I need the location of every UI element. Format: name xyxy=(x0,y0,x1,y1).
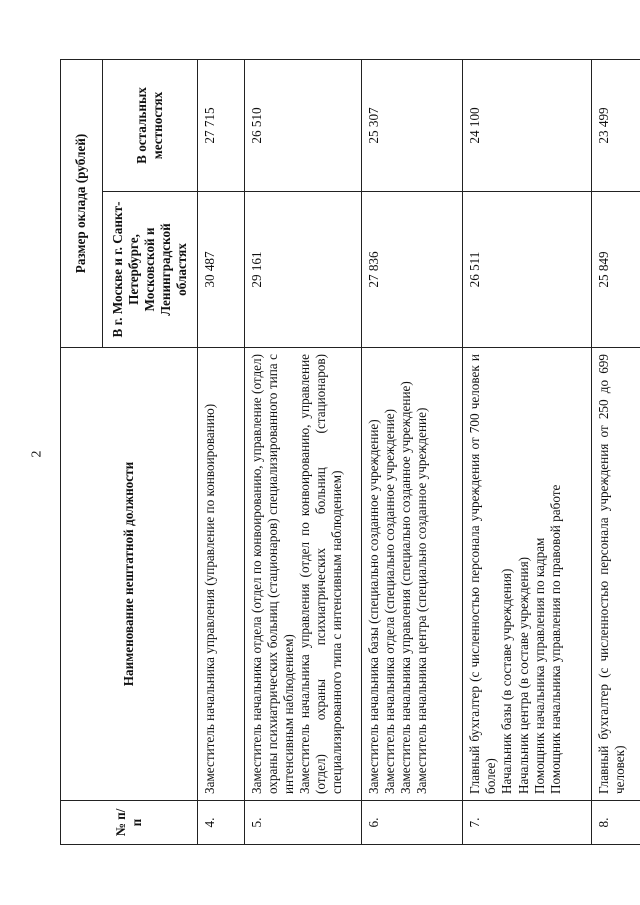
position-name: Заместитель начальника отдела (отдел по конвоированию, управление (отдел) охраны психиатрических больниц (стационаров) специализированного типа с интенсивным наблюдением) xyxy=(248,354,296,794)
header-salary-moscow: В г. Москве и г. Санкт-Петербурге, Московской и Ленинградской областях xyxy=(103,192,198,348)
salary-moscow: 30 487 xyxy=(198,192,245,348)
salary-other: 23 499 xyxy=(592,59,640,191)
position-cell xyxy=(361,348,462,801)
header-position: Наименование нештатной должности xyxy=(61,348,198,801)
page-number: 2 xyxy=(29,450,45,458)
position-cell xyxy=(198,348,245,801)
salary-other: 25 307 xyxy=(361,59,462,191)
position-name: Главный бухгалтер (с численностью персонала учреждения от 250 до 699 человек) xyxy=(596,354,628,794)
row-number: 8. xyxy=(592,801,640,845)
header-salary-group: Размер оклада (рублей) xyxy=(61,59,103,347)
row-number: 4. xyxy=(198,801,245,845)
position-name: Заместитель начальника центра (специально созданное учреждение) xyxy=(414,407,430,794)
salary-table xyxy=(60,59,640,845)
table-row xyxy=(361,59,462,844)
position-name: Заместитель начальника отдела (специально созданное учреждение) xyxy=(381,408,397,794)
table-header-row-1 xyxy=(61,59,103,844)
row-number: 7. xyxy=(463,801,592,845)
position-name: Заместитель начальника управления (отдел по конвоированию, управление (отдел) охраны психиатрических больниц (стационаров) специализированного типа с интенсивным наблюдением) xyxy=(296,354,344,794)
position-name: Начальник центра (в составе учреждения) xyxy=(515,556,531,794)
table-row xyxy=(244,59,361,844)
position-name: Помощник начальника управления по правовой работе xyxy=(547,484,563,794)
table-row xyxy=(463,59,592,844)
table-row xyxy=(592,59,640,844)
salary-moscow: 29 161 xyxy=(244,192,361,348)
position-name: Главный бухгалтер (с численностью персонала учреждения от 700 человек и более) xyxy=(467,354,499,794)
salary-other: 24 100 xyxy=(463,59,592,191)
salary-moscow: 25 849 xyxy=(592,192,640,348)
salary-other: 27 715 xyxy=(198,59,245,191)
table-row xyxy=(198,59,245,844)
salary-moscow: 26 511 xyxy=(463,192,592,348)
position-cell xyxy=(592,348,640,801)
header-salary-other: В остальных местностях xyxy=(103,59,198,191)
table-body xyxy=(198,59,640,844)
position-name: Начальник базы (в составе учреждения) xyxy=(499,568,515,794)
position-name: Заместитель начальника управления (специально созданное учреждение) xyxy=(398,381,413,794)
salary-moscow: 27 836 xyxy=(361,192,462,348)
position-name: Заместитель начальника базы (специально созданное учреждение) xyxy=(365,419,381,794)
row-number: 5. xyxy=(244,801,361,845)
position-name: Помощник начальника управления по кадрам xyxy=(531,537,547,794)
header-num: № п/п xyxy=(61,801,198,845)
position-cell xyxy=(463,348,592,801)
salary-other: 26 510 xyxy=(244,59,361,191)
position-cell xyxy=(244,348,361,801)
rotated-table-container xyxy=(60,60,640,845)
row-number: 6. xyxy=(361,801,462,845)
position-name: Заместитель начальника управления (управление по конвоированию) xyxy=(202,403,217,794)
